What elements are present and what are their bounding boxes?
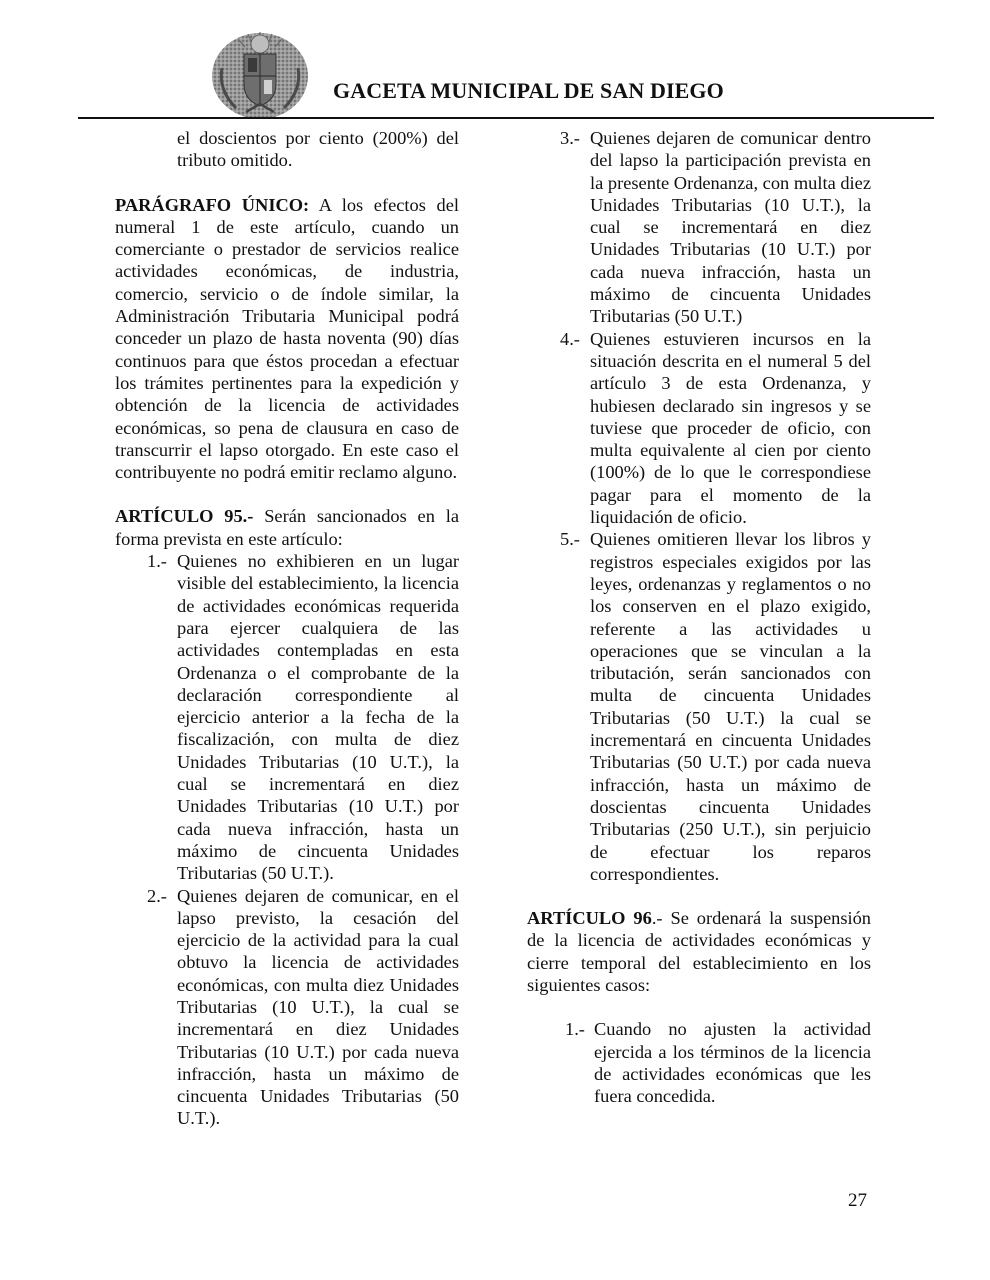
list-item-text: Quienes dejaren de comunicar, en el lapso previsto, la cesación del ejercicio de la actividad para la cual obtuvo la licencia de actividades económicas, con multa diez Unidades Tributarias (10 U.T.), la cual se incrementará en diez Unidades Tributarias (10 U.T.) por cada nueva infracción, hasta un máximo de cincuenta Unidades Tributarias (50 U.T.).	[177, 885, 459, 1129]
right-column	[527, 127, 871, 1107]
page-number: 27	[848, 1190, 867, 1211]
paragrafo-unico-label: PARÁGRAFO ÚNICO:	[115, 194, 310, 215]
articulo-96-list	[527, 1018, 871, 1107]
list-item-text: Cuando no ajusten la actividad ejercida a los términos de la licencia de actividades económicas que les fuera concedida.	[594, 1019, 871, 1107]
list-item-text: Quienes estuvieren incursos en la situación descrita en el numeral 5 del artículo 3 de esta Ordenanza, y hubiesen declarado sin ingresos y se tuviese que proceder de oficio, con multa equivalente al cien por ciento (100%) de lo que le correspondiese pagar para el momento de la liquidación de oficio.	[590, 328, 871, 528]
articulo-96-text: Se ordenará la suspensión de la licencia de actividades económicas y cierre temporal del establecimiento en los siguientes casos:	[527, 908, 871, 995]
articulo-96-heading	[527, 907, 871, 996]
list-item-text: Quienes dejaren de comunicar dentro del lapso la participación prevista en la presente Ordenanza, con multa diez Unidades Tributarias (10 U.T.), la cual se incrementará en diez Unidades Tributarias (10 U.T.) por cada nueva infracción, hasta un máximo de cincuenta Unidades Tributarias (50 U.T.)	[590, 128, 871, 327]
header-divider	[78, 117, 934, 119]
articulo-95-heading	[115, 505, 459, 550]
articulo-95-list-continued	[527, 127, 871, 885]
gazette-title: GACETA MUNICIPAL DE SAN DIEGO	[333, 78, 724, 103]
list-item-text: Quienes no exhibieren en un lugar visible del establecimiento, la licencia de actividades económicas requerida para ejercer cualquiera de las actividades contempladas en esta Ordenanza o el comprobante de la declaración correspondiente al ejercicio anterior a la fecha de la fiscalización, con multa de diez Unidades Tributarias (10 U.T.), la cual se incrementará en diez Unidades Tributarias (10 U.T.) por cada nueva infracción, hasta un máximo de cincuenta Unidades Tributarias (50 U.T.).	[177, 551, 459, 884]
list-item-number: 2.-	[147, 885, 167, 906]
list-item	[527, 328, 871, 529]
paragrafo-unico	[115, 194, 459, 484]
list-item-number: 3.-	[560, 128, 580, 148]
articulo-96-label-suffix: .-	[651, 908, 663, 929]
left-column	[115, 127, 459, 1130]
list-item-number: 4.-	[560, 328, 580, 349]
municipal-seal-icon	[210, 28, 310, 120]
list-item	[115, 885, 459, 1130]
list-item-number: 1.-	[147, 551, 167, 572]
articulo-96-label: ARTÍCULO 96	[527, 908, 652, 929]
paragrafo-unico-text: A los efectos del numeral 1 de este artículo, cuando un comerciante o prestador de servicios realice actividades económicas, de industria, comercio, servicio o de índole similar, la Administración Tributaria Municipal podrá conceder un plazo de hasta noventa (90) días continuos para que éstos procedan a efectuar los trámites pertinentes para la expedición y obtención de la licencia de actividades económicas, so pena de clausura en caso de transcurrir el lapso otorgado. En este caso el contribuyente no podrá emitir reclamo alguno.	[115, 194, 459, 483]
list-item-text: Quienes omitieren llevar los libros y registros especiales exigidos por las leyes, ordenanzas y reglamentos o no los conserven en el plazo exigido, referente a las actividades u operaciones que se vinculan a la tributación, serán sancionados con multa de cincuenta Unidades Tributarias (50 U.T.) la cual se incrementará en cincuenta Unidades Tributarias (50 U.T.) por cada nueva infracción, hasta un máximo de doscientas cincuenta Unidades Tributarias (250 U.T.), sin perjuicio de efectuar los reparos correspondientes.	[590, 529, 871, 884]
articulo-95-label: ARTÍCULO 95.-	[115, 506, 254, 527]
list-item	[527, 528, 871, 885]
articulo-95-list	[115, 550, 459, 1130]
list-item	[527, 1018, 871, 1107]
list-item	[527, 127, 871, 328]
articulo-95-text: Serán sancionados en la forma prevista en este artículo:	[115, 506, 459, 549]
list-item-number: 1.-	[565, 1019, 585, 1040]
list-item	[115, 550, 459, 884]
list-item-number: 5.-	[560, 529, 580, 550]
continuation-text: el doscientos por ciento (200%) del tributo omitido.	[177, 128, 459, 171]
